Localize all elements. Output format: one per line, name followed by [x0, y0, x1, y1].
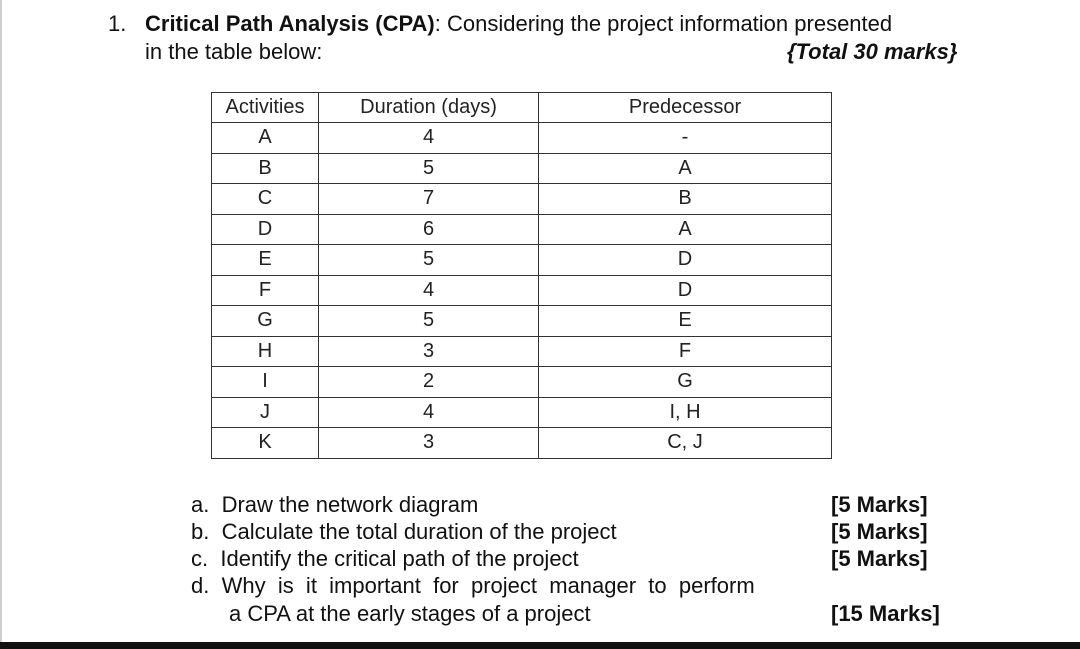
- table-row: [212, 153, 832, 184]
- activity-cell: A: [212, 123, 319, 154]
- activity-cell: E: [212, 245, 319, 276]
- task-b-marks: [5 Marks]: [831, 519, 928, 544]
- table-row: [212, 245, 832, 276]
- duration-cell: 4: [319, 123, 539, 154]
- duration-cell: 3: [319, 428, 539, 459]
- task-text: Draw the network diagram: [221, 492, 479, 517]
- predecessor-cell: D: [539, 245, 832, 276]
- activity-cell: G: [212, 306, 319, 337]
- predecessor-cell: I, H: [539, 397, 832, 428]
- activity-table: [211, 92, 832, 459]
- predecessor-cell: B: [539, 184, 832, 215]
- predecessor-cell: A: [539, 153, 832, 184]
- predecessor-cell: D: [539, 275, 832, 306]
- table-row: [212, 367, 832, 398]
- duration-cell: 5: [319, 245, 539, 276]
- task-text: Calculate the total duration of the project: [221, 519, 617, 544]
- task-d: [191, 572, 755, 599]
- predecessor-cell: F: [539, 336, 832, 367]
- header-activities: Activities: [212, 93, 319, 123]
- duration-cell: 4: [319, 275, 539, 306]
- predecessor-cell: G: [539, 367, 832, 398]
- table-row: [212, 306, 832, 337]
- header-predecessor: Predecessor: [539, 93, 832, 123]
- activity-cell: J: [212, 397, 319, 428]
- table-row: [212, 123, 832, 154]
- task-c: [191, 545, 579, 572]
- predecessor-cell: A: [539, 214, 832, 245]
- predecessor-cell: -: [539, 123, 832, 154]
- task-b: [191, 518, 617, 545]
- task-a: [191, 491, 478, 518]
- duration-cell: 6: [319, 214, 539, 245]
- total-marks: {Total 30 marks}: [787, 39, 958, 64]
- task-text: Why is it important for project manager to perform: [221, 573, 755, 598]
- header-duration: Duration (days): [319, 93, 539, 123]
- task-c-marks: [5 Marks]: [831, 546, 928, 571]
- table-row: [212, 275, 832, 306]
- duration-cell: 7: [319, 184, 539, 215]
- bottom-border-bar: [0, 642, 1080, 649]
- activity-cell: K: [212, 428, 319, 459]
- question-number: 1.: [108, 11, 127, 36]
- activity-cell: H: [212, 336, 319, 367]
- task-d-marks: [15 Marks]: [831, 601, 940, 626]
- question-intro: [145, 11, 892, 37]
- task-text: Identify the critical path of the project: [220, 546, 579, 571]
- duration-cell: 4: [319, 397, 539, 428]
- duration-cell: 5: [319, 306, 539, 337]
- task-d-line2: a CPA at the early stages of a project: [229, 601, 591, 626]
- question-intro-text: : Considering the project information presented: [434, 11, 893, 36]
- activity-cell: D: [212, 214, 319, 245]
- table-row: [212, 214, 832, 245]
- table-row: [212, 397, 832, 428]
- table-row: [212, 184, 832, 215]
- activity-cell: C: [212, 184, 319, 215]
- activity-cell: I: [212, 367, 319, 398]
- activity-cell: B: [212, 153, 319, 184]
- activity-cell: F: [212, 275, 319, 306]
- table-row: [212, 336, 832, 367]
- task-letter: a.: [191, 492, 210, 517]
- duration-cell: 2: [319, 367, 539, 398]
- task-letter: b.: [191, 519, 210, 544]
- predecessor-cell: E: [539, 306, 832, 337]
- duration-cell: 5: [319, 153, 539, 184]
- question-intro-line2: in the table below:: [145, 39, 323, 64]
- duration-cell: 3: [319, 336, 539, 367]
- task-a-marks: [5 Marks]: [831, 492, 928, 517]
- task-letter: d.: [191, 573, 210, 598]
- table-row: [212, 428, 832, 459]
- predecessor-cell: C, J: [539, 428, 832, 459]
- task-letter: c.: [191, 546, 209, 571]
- question-title: Critical Path Analysis (CPA): [145, 11, 435, 36]
- table-header-row: [212, 93, 832, 123]
